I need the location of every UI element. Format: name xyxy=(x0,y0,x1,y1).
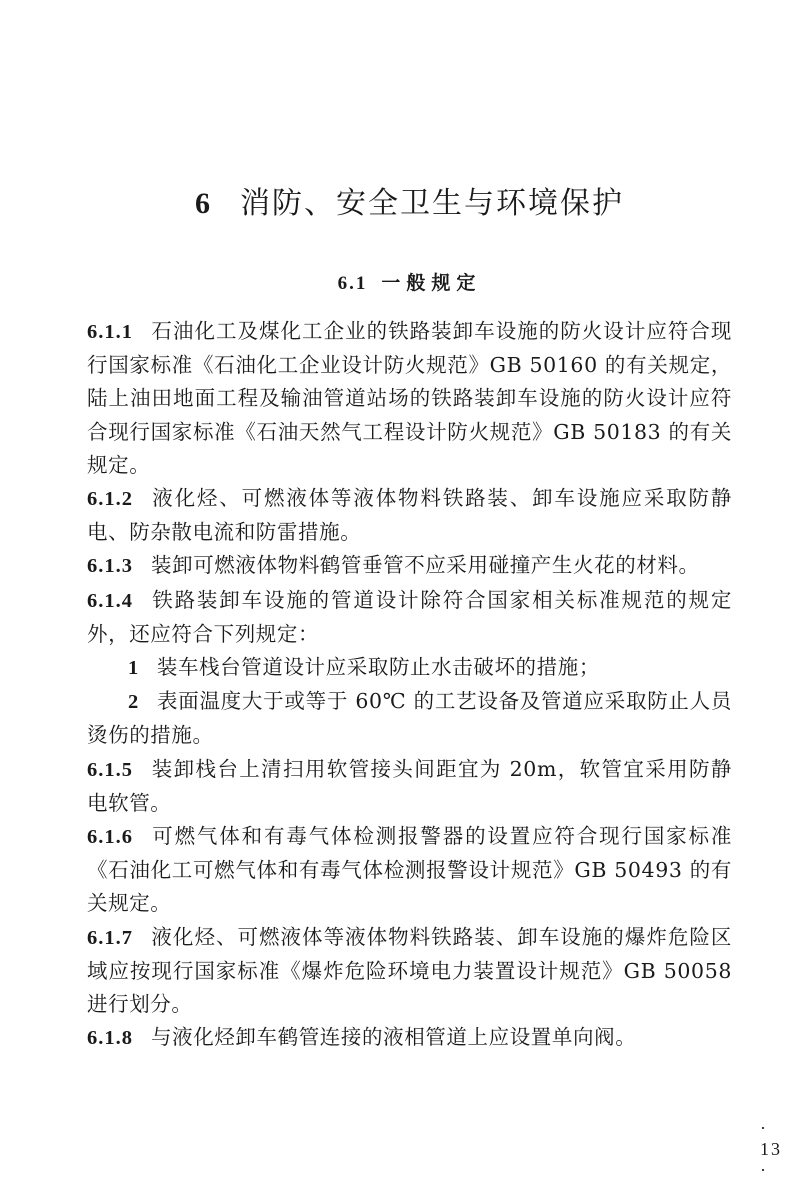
clause-number: 6.1.4 xyxy=(87,589,133,612)
clause-6-1-3 xyxy=(87,549,732,583)
clause-number: 6.1.8 xyxy=(87,1027,133,1050)
clause-number: 6.1.6 xyxy=(87,826,133,849)
clause-6-1-4 xyxy=(87,584,732,651)
item-text: 装车栈台管道设计应采取防止水击破坏的措施； xyxy=(156,655,600,680)
clause-number: 6.1.2 xyxy=(87,488,133,511)
clause-number: 6.1.1 xyxy=(87,321,133,343)
clause-number: 6.1.3 xyxy=(87,555,133,578)
clause-6-1-1 xyxy=(87,315,732,482)
clause-6-1-4-item-2 xyxy=(87,685,732,752)
item-number: 1 xyxy=(128,657,139,680)
section-title: 一般规定 xyxy=(381,272,482,294)
chapter-heading xyxy=(87,178,732,222)
clause-list xyxy=(87,315,732,1055)
clause-6-1-5 xyxy=(87,753,732,820)
clause-text: 与液化烃卸车鹤管连接的液相管道上应设置单向阀。 xyxy=(151,1025,637,1050)
clause-6-1-4-item-1 xyxy=(87,651,732,685)
clause-text: 石油化工及煤化工企业的铁路装卸车设施的防火设计应符合现行国家标准《石油化工企业设计防火规范》GB 50160 的有关规定，陆上油田地面工程及输油管道站场的铁路装卸车设施的防火设计应符合现行国家标准《石油天然气工程设计防火规范》GB 50183 的有关规定。 xyxy=(87,319,732,477)
chapter-title: 消防、安全卫生与环境保护 xyxy=(240,186,624,221)
clause-text: 铁路装卸车设施的管道设计除符合国家相关标准规范的规定外，还应符合下列规定： xyxy=(87,587,732,646)
page-number: · 13 · xyxy=(760,1118,782,1180)
clause-text: 装卸可燃液体物料鹤管垂管不应采用碰撞产生火花的材料。 xyxy=(151,553,700,578)
clause-number: 6.1.5 xyxy=(87,758,133,781)
clause-text: 可燃气体和有毒气体检测报警器的设置应符合现行国家标准《石油化工可燃气体和有毒气体检测报警设计规范》GB 50493 的有关规定。 xyxy=(87,824,732,916)
clause-6-1-6 xyxy=(87,820,732,921)
clause-6-1-8 xyxy=(87,1021,732,1055)
clause-text: 液化烃、可燃液体等液体物料铁路装、卸车设施的爆炸危险区域应按现行国家标准《爆炸危险环境电力装置设计规范》GB 50058 进行划分。 xyxy=(87,924,732,1017)
clause-6-1-7 xyxy=(87,921,732,1022)
clause-text: 液化烃、可燃液体等液体物料铁路装、卸车设施应采取防静电、防杂散电流和防雷措施。 xyxy=(87,486,732,545)
clause-6-1-2 xyxy=(87,482,732,549)
clause-number: 6.1.7 xyxy=(87,926,133,949)
chapter-number: 6 xyxy=(195,187,212,220)
section-number: 6.1 xyxy=(337,273,368,294)
item-text: 表面温度大于或等于 60℃ 的工艺设备及管道应采取防止人员烫伤的措施。 xyxy=(87,689,732,748)
section-heading xyxy=(87,268,732,295)
clause-text: 装卸栈台上清扫用软管接头间距宜为 20m，软管宜采用防静电软管。 xyxy=(87,756,732,815)
item-number: 2 xyxy=(128,691,139,714)
